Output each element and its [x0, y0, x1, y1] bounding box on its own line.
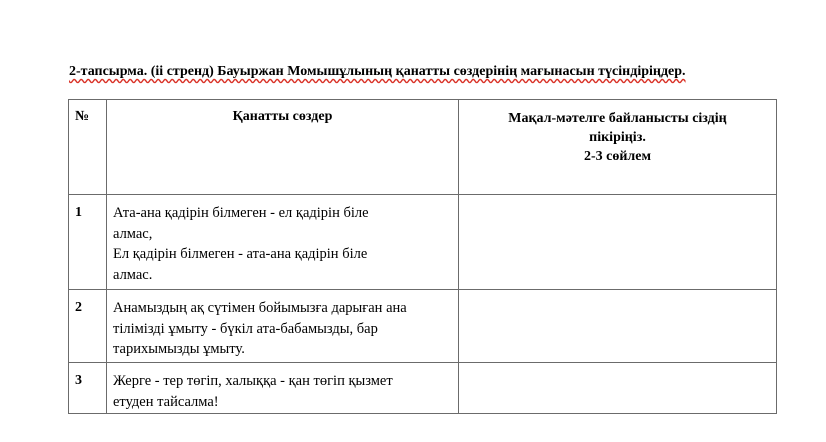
saying-cell	[107, 195, 459, 290]
row-number: 2	[69, 290, 107, 363]
header-saying: Қанатты сөздер	[107, 100, 459, 195]
table-row	[69, 363, 777, 414]
saying-line: тілімізді ұмыту - бүкіл ата-бабамызды, бар	[113, 320, 378, 337]
saying-cell	[107, 290, 459, 363]
saying-line: Ата-ана қадірін білмеген - ел қадірін біле	[113, 205, 369, 221]
saying-line: Жерге - тер төгіп, халыққа - қан төгіп қызмет	[113, 373, 393, 389]
header-number: №	[69, 100, 107, 195]
row-number: 3	[69, 363, 107, 414]
saying-line: алмас,	[113, 225, 153, 242]
table-row	[69, 290, 777, 363]
saying-cell	[107, 363, 459, 414]
saying-line: Ел қадірін білмеген - ата-ана қадірін біле	[113, 246, 368, 262]
saying-line: Анамыздың ақ сүтімен бойымызға дарыған ана	[113, 300, 407, 316]
opinion-answer-cell[interactable]	[459, 290, 777, 363]
row-number: 1	[69, 195, 107, 290]
table-header-row	[69, 100, 777, 195]
saying-line: алмас.	[113, 266, 153, 283]
opinion-answer-cell[interactable]	[459, 195, 777, 290]
assignment-heading: 2-тапсырма. (іі стренд) Бауыржан Момышұлының қанатты сөздерінің мағынасын түсіндіріңдер.	[69, 64, 686, 79]
header-opinion-line: пікіріңіз.	[589, 130, 646, 145]
saying-line: етуден тайсалма!	[113, 393, 219, 410]
table-row	[69, 195, 777, 290]
saying-line: тарихымызды ұмыту.	[113, 341, 245, 357]
header-opinion-line: 2-3 сөйлем	[583, 149, 652, 164]
sayings-table	[68, 99, 777, 414]
opinion-answer-cell[interactable]	[459, 363, 777, 414]
header-opinion	[459, 100, 777, 195]
header-opinion-line: Мақал-мәтелге байланысты сіздің	[508, 111, 727, 126]
